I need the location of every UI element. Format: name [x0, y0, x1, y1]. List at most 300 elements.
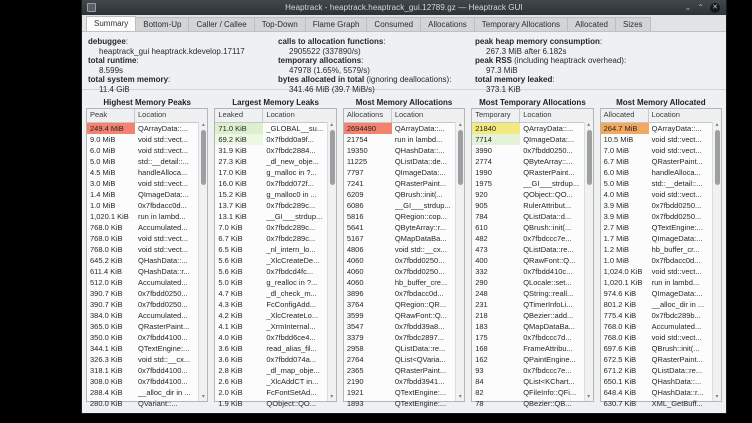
- cell-location[interactable]: 0x7fbdccc7e...: [523, 234, 572, 243]
- cell-value[interactable]: 2.8 KiB: [218, 366, 243, 375]
- tab-top-down[interactable]: Top-Down: [254, 17, 306, 31]
- cell-location[interactable]: QTextEngine:...: [651, 223, 703, 232]
- cell-value[interactable]: 2365: [346, 366, 364, 375]
- cell-value[interactable]: 7797: [346, 168, 364, 177]
- cell-value[interactable]: 168: [475, 344, 488, 353]
- table-row[interactable]: [472, 244, 583, 255]
- cell-location[interactable]: QRasterPaint...: [651, 157, 703, 166]
- column-header-value[interactable]: Peak: [87, 109, 135, 122]
- cell-value[interactable]: 648.4 KiB: [603, 388, 637, 397]
- cell-value[interactable]: 6.0 MiB: [90, 146, 116, 155]
- table-row[interactable]: [215, 266, 326, 277]
- vertical-scrollbar[interactable]: [198, 122, 207, 401]
- cell-location[interactable]: __alloc_dir in ...: [651, 300, 705, 309]
- tab-sizes[interactable]: Sizes: [615, 17, 651, 31]
- cell-value[interactable]: 5.6 KiB: [218, 267, 243, 276]
- cell-value[interactable]: 2.7 MiB: [603, 223, 630, 232]
- table-row[interactable]: [215, 244, 326, 255]
- cell-location[interactable]: QListData::de...: [394, 157, 447, 166]
- cell-location[interactable]: void std::vect...: [651, 190, 702, 199]
- cell-value[interactable]: 78: [475, 399, 484, 408]
- table-row[interactable]: [601, 244, 712, 255]
- cell-value[interactable]: 768.0 KiB: [603, 333, 637, 342]
- table-row[interactable]: [601, 200, 712, 211]
- table-row[interactable]: [344, 398, 455, 409]
- cell-location[interactable]: 0x7fbdc2884...: [266, 146, 316, 155]
- cell-location[interactable]: QImageData:...: [651, 289, 703, 298]
- cell-value[interactable]: 4060: [346, 267, 364, 276]
- cell-location[interactable]: _dl_check_m...: [266, 289, 317, 298]
- scrollbar-thumb[interactable]: [715, 130, 720, 185]
- table-row[interactable]: [87, 343, 198, 354]
- cell-location[interactable]: QTextEngine:...: [394, 388, 447, 397]
- table-row[interactable]: [344, 277, 455, 288]
- cell-value[interactable]: 4.2 KiB: [218, 311, 243, 320]
- cell-value[interactable]: 69.2 KiB: [215, 134, 263, 145]
- table-row[interactable]: [601, 343, 712, 354]
- table-row[interactable]: [472, 178, 583, 189]
- cell-location[interactable]: FcConfigAdd...: [266, 300, 317, 309]
- cell-location[interactable]: 0x7fbdd0250...: [394, 267, 445, 276]
- table-row[interactable]: [472, 123, 583, 134]
- cell-location[interactable]: _GLOBAL__su...: [266, 124, 324, 133]
- cell-location[interactable]: RulerAttribut...: [523, 201, 572, 210]
- cell-location[interactable]: QBezier::QB...: [523, 399, 572, 408]
- cell-value[interactable]: 390.7 KiB: [90, 300, 123, 309]
- cell-location[interactable]: void std::vect...: [651, 146, 702, 155]
- table-row[interactable]: [215, 321, 326, 332]
- table-row[interactable]: [344, 387, 455, 398]
- column-header-value[interactable]: Allocated: [601, 109, 649, 122]
- cell-location[interactable]: Accumulated...: [138, 278, 188, 287]
- table-row[interactable]: [472, 145, 583, 156]
- table-row[interactable]: [87, 222, 198, 233]
- table-row[interactable]: [344, 233, 455, 244]
- cell-location[interactable]: 0x7fbdc289b...: [651, 311, 701, 320]
- cell-location[interactable]: run in lambd...: [651, 278, 700, 287]
- column-header-value[interactable]: Temporary: [472, 109, 520, 122]
- table-row[interactable]: [601, 123, 712, 134]
- vertical-scrollbar[interactable]: [584, 122, 593, 401]
- table-row[interactable]: [344, 310, 455, 321]
- cell-value[interactable]: 3.6 KiB: [218, 344, 243, 353]
- cell-value[interactable]: 400: [475, 256, 488, 265]
- cell-value[interactable]: 218: [475, 311, 488, 320]
- cell-value[interactable]: 175: [475, 333, 488, 342]
- cell-value[interactable]: 1.0 MiB: [90, 201, 116, 210]
- table-row[interactable]: [87, 233, 198, 244]
- cell-value[interactable]: 4.1 KiB: [218, 322, 243, 331]
- scroll-down-icon[interactable]: ▾: [587, 394, 591, 400]
- cell-location[interactable]: void std::__cx...: [138, 355, 191, 364]
- cell-location[interactable]: 0x7fbdd0250...: [523, 146, 573, 155]
- cell-value[interactable]: 611.4 KiB: [90, 267, 122, 276]
- cell-value[interactable]: 784: [475, 212, 488, 221]
- table-row[interactable]: [601, 167, 712, 178]
- cell-value[interactable]: 3.6 KiB: [218, 355, 243, 364]
- cell-value[interactable]: 512.0 KiB: [90, 278, 123, 287]
- cell-value[interactable]: 19350: [346, 146, 368, 155]
- cell-location[interactable]: QTimerInfoLi...: [523, 300, 573, 309]
- cell-value[interactable]: 71.0 KiB: [215, 123, 263, 134]
- cell-location[interactable]: 0x7fbdccc7e...: [523, 366, 572, 375]
- cell-value[interactable]: 162: [475, 355, 488, 364]
- title-bar[interactable]: [82, 0, 726, 15]
- cell-value[interactable]: 1921: [346, 388, 364, 397]
- cell-location[interactable]: g_realloc in ?...: [266, 278, 318, 287]
- cell-value[interactable]: 16.0 KiB: [218, 179, 247, 188]
- vertical-scrollbar[interactable]: [455, 122, 464, 401]
- cell-location[interactable]: QHashData::r...: [138, 267, 190, 276]
- table-row[interactable]: [87, 200, 198, 211]
- column-header-value[interactable]: Leaked: [215, 109, 263, 122]
- table-row[interactable]: [87, 310, 198, 321]
- cell-location[interactable]: QRasterPaint...: [138, 322, 190, 331]
- table-row[interactable]: [87, 332, 198, 343]
- column-header-location[interactable]: Location: [138, 110, 167, 119]
- scroll-up-icon[interactable]: ▴: [330, 122, 334, 128]
- cell-value[interactable]: 231: [475, 300, 488, 309]
- table-row[interactable]: [344, 332, 455, 343]
- cell-value[interactable]: 1893: [346, 399, 364, 408]
- table-row[interactable]: [344, 255, 455, 266]
- table-row[interactable]: [215, 398, 326, 409]
- cell-location[interactable]: __GI___strdup...: [266, 212, 323, 221]
- table-row[interactable]: [215, 233, 326, 244]
- cell-value[interactable]: 21754: [346, 135, 368, 144]
- cell-location[interactable]: QList<KChart...: [523, 377, 575, 386]
- cell-value[interactable]: 1.4 MiB: [90, 190, 116, 199]
- cell-value[interactable]: 672.5 KiB: [603, 355, 637, 364]
- column-header-value[interactable]: Allocations: [344, 109, 392, 122]
- cell-value[interactable]: 768.0 KiB: [90, 223, 123, 232]
- table-row[interactable]: [344, 189, 455, 200]
- table-row[interactable]: [601, 321, 712, 332]
- cell-value[interactable]: 10.5 MiB: [603, 135, 634, 144]
- cell-value[interactable]: 801.2 KiB: [603, 300, 637, 309]
- cell-value[interactable]: 15.2 KiB: [218, 190, 247, 199]
- cell-location[interactable]: QRawFont::Q...: [523, 256, 576, 265]
- cell-location[interactable]: 0x7fbdacc0d...: [651, 256, 701, 265]
- cell-value[interactable]: 2694490: [344, 123, 392, 134]
- table-row[interactable]: [215, 211, 326, 222]
- table-row[interactable]: [344, 123, 455, 134]
- cell-value[interactable]: 4.7 KiB: [218, 289, 243, 298]
- cell-location[interactable]: QArrayData::...: [651, 124, 702, 133]
- cell-location[interactable]: QHashData::...: [394, 146, 445, 155]
- cell-value[interactable]: 2774: [475, 157, 492, 166]
- table-row[interactable]: [344, 376, 455, 387]
- cell-value[interactable]: 2.6 KiB: [218, 377, 243, 386]
- cell-location[interactable]: QObject::QO...: [266, 399, 317, 408]
- cell-location[interactable]: 0x7fbdc289c...: [266, 223, 316, 232]
- cell-value[interactable]: 645.2 KiB: [90, 256, 123, 265]
- cell-value[interactable]: 6.7 KiB: [218, 234, 243, 243]
- cell-value[interactable]: 6.7 MiB: [603, 157, 630, 166]
- table-row[interactable]: [601, 277, 712, 288]
- cell-location[interactable]: QBrush::init(...: [394, 190, 443, 199]
- cell-value[interactable]: 3379: [346, 333, 364, 342]
- cell-value[interactable]: 768.0 KiB: [603, 322, 637, 331]
- table-row[interactable]: [87, 376, 198, 387]
- cell-location[interactable]: 0x7fbdd0250...: [394, 256, 445, 265]
- cell-value[interactable]: 13.1 KiB: [218, 212, 247, 221]
- table-row[interactable]: [472, 376, 583, 387]
- cell-location[interactable]: 0x7fbdd0a9f...: [266, 135, 314, 144]
- table-row[interactable]: [344, 145, 455, 156]
- cell-value[interactable]: 671.2 KiB: [603, 366, 637, 375]
- cell-location[interactable]: QListData::re...: [523, 245, 574, 254]
- tab-flame-graph[interactable]: Flame Graph: [305, 17, 368, 31]
- cell-location[interactable]: QListData::d...: [523, 212, 572, 221]
- table-row[interactable]: [87, 156, 198, 167]
- cell-location[interactable]: void std::vect...: [138, 245, 189, 254]
- cell-value[interactable]: 5.0 MiB: [603, 179, 630, 188]
- cell-location[interactable]: handleAlloca...: [651, 168, 701, 177]
- table-row[interactable]: [215, 156, 326, 167]
- close-icon[interactable]: ✕: [710, 3, 720, 13]
- table-row[interactable]: [344, 211, 455, 222]
- cell-value[interactable]: 9.0 MiB: [90, 135, 116, 144]
- scroll-up-icon[interactable]: ▴: [458, 122, 462, 128]
- cell-location[interactable]: QRasterPaint...: [394, 179, 447, 188]
- cell-location[interactable]: run in lambd...: [394, 135, 443, 144]
- table-row[interactable]: [215, 332, 326, 343]
- table-row[interactable]: [472, 343, 583, 354]
- cell-value[interactable]: 5.0 MiB: [90, 157, 116, 166]
- cell-location[interactable]: XML_GetBuff...: [651, 399, 703, 408]
- table-row[interactable]: [472, 200, 583, 211]
- table-row[interactable]: [601, 365, 712, 376]
- table-row[interactable]: [601, 178, 712, 189]
- cell-value[interactable]: 610: [475, 223, 488, 232]
- cell-location[interactable]: 0x7fbdd0250...: [138, 300, 188, 309]
- cell-value[interactable]: 344.1 KiB: [90, 344, 123, 353]
- cell-location[interactable]: void std::vect...: [651, 333, 702, 342]
- table-row[interactable]: [472, 156, 583, 167]
- table-row[interactable]: [215, 167, 326, 178]
- cell-location[interactable]: FcFontSetAd...: [266, 388, 317, 397]
- cell-value[interactable]: 280.0 KiB: [90, 399, 123, 408]
- column-header-location[interactable]: Location: [394, 110, 424, 119]
- cell-location[interactable]: QMapDataBa...: [394, 234, 447, 243]
- cell-location[interactable]: _XrmInternal...: [266, 322, 316, 331]
- cell-value[interactable]: 2958: [346, 344, 364, 353]
- cell-value[interactable]: 288.4 KiB: [90, 388, 123, 397]
- cell-location[interactable]: 0x7fbdd072f...: [266, 179, 314, 188]
- table-row[interactable]: [472, 277, 583, 288]
- cell-location[interactable]: _XlcCreateLo...: [266, 311, 319, 320]
- table-row[interactable]: [472, 299, 583, 310]
- table-row[interactable]: [472, 134, 583, 145]
- cell-value[interactable]: 482: [475, 234, 488, 243]
- cell-value[interactable]: 3547: [346, 322, 364, 331]
- cell-value[interactable]: 7241: [346, 179, 364, 188]
- cell-location[interactable]: 0x7fbdd6ce4...: [266, 333, 316, 342]
- scroll-down-icon[interactable]: ▾: [201, 394, 205, 400]
- table-row[interactable]: [344, 244, 455, 255]
- cell-location[interactable]: 0x7fbdcd4fc...: [266, 267, 314, 276]
- cell-value[interactable]: 4060: [346, 256, 364, 265]
- table-row[interactable]: [87, 321, 198, 332]
- cell-value[interactable]: 3.9 MiB: [603, 201, 630, 210]
- table-row[interactable]: [472, 365, 583, 376]
- cell-value[interactable]: 2.0 KiB: [218, 388, 243, 397]
- table-row[interactable]: [215, 310, 326, 321]
- cell-value[interactable]: 21840: [472, 123, 520, 134]
- cell-value[interactable]: 31.9 KiB: [218, 146, 247, 155]
- table-row[interactable]: [215, 387, 326, 398]
- table-row[interactable]: [215, 376, 326, 387]
- cell-location[interactable]: _dl_map_obje...: [266, 366, 320, 375]
- cell-value[interactable]: 2190: [346, 377, 364, 386]
- table-row[interactable]: [344, 365, 455, 376]
- cell-value[interactable]: 332: [475, 267, 488, 276]
- cell-value[interactable]: 768.0 KiB: [90, 234, 123, 243]
- table-row[interactable]: [601, 233, 712, 244]
- cell-value[interactable]: 630.7 KiB: [603, 399, 637, 408]
- table-row[interactable]: [215, 189, 326, 200]
- cell-location[interactable]: QHashData::...: [651, 377, 702, 386]
- cell-location[interactable]: 0x7fbdd0250...: [138, 289, 188, 298]
- scrollbar-thumb[interactable]: [330, 130, 335, 185]
- cell-location[interactable]: read_alias_fil...: [266, 344, 317, 353]
- table-row[interactable]: [472, 211, 583, 222]
- table-row[interactable]: [601, 288, 712, 299]
- cell-location[interactable]: QList<QVaria...: [394, 355, 446, 364]
- cell-location[interactable]: QArrayData::...: [394, 124, 445, 133]
- cell-location[interactable]: QImageData:...: [651, 234, 703, 243]
- table-row[interactable]: [215, 222, 326, 233]
- cell-location[interactable]: 0x7fbdd39a8...: [394, 322, 445, 331]
- cell-value[interactable]: 84: [475, 377, 484, 386]
- cell-value[interactable]: 17.0 KiB: [218, 168, 247, 177]
- cell-value[interactable]: 7.0 KiB: [218, 223, 243, 232]
- cell-value[interactable]: 1,020.1 KiB: [603, 278, 643, 287]
- table-row[interactable]: [472, 310, 583, 321]
- cell-location[interactable]: hb_buffer_cr...: [651, 245, 700, 254]
- cell-location[interactable]: QByteArray::...: [523, 157, 573, 166]
- cell-location[interactable]: 0x7fbdc289c...: [266, 201, 316, 210]
- scroll-up-icon[interactable]: ▴: [201, 122, 205, 128]
- cell-location[interactable]: QPaintEngine...: [523, 355, 576, 364]
- cell-location[interactable]: Accumulated...: [651, 322, 702, 331]
- cell-value[interactable]: 775.4 KiB: [603, 311, 637, 320]
- tab-consumed[interactable]: Consumed: [366, 17, 421, 31]
- cell-location[interactable]: QListData::re...: [651, 366, 703, 375]
- cell-location[interactable]: QRegion::QR...: [394, 300, 447, 309]
- cell-value[interactable]: 248: [475, 289, 488, 298]
- table-row[interactable]: [87, 299, 198, 310]
- table-row[interactable]: [472, 354, 583, 365]
- table-row[interactable]: [87, 354, 198, 365]
- table-row[interactable]: [344, 354, 455, 365]
- scrollbar-thumb[interactable]: [201, 130, 206, 185]
- cell-value[interactable]: 249.4 MiB: [87, 123, 135, 134]
- table-row[interactable]: [87, 244, 198, 255]
- cell-value[interactable]: 7714: [472, 134, 520, 145]
- cell-value[interactable]: 1.7 MiB: [603, 234, 630, 243]
- cell-value[interactable]: 3.0 MiB: [90, 179, 116, 188]
- table-row[interactable]: [215, 134, 326, 145]
- cell-value[interactable]: 4.0 KiB: [218, 333, 243, 342]
- table-row[interactable]: [215, 123, 326, 134]
- cell-value[interactable]: 3764: [346, 300, 364, 309]
- table-row[interactable]: [87, 211, 198, 222]
- cell-location[interactable]: QImageData:...: [523, 135, 575, 144]
- cell-location[interactable]: QObject::QO...: [523, 190, 573, 199]
- cell-location[interactable]: void std::vect...: [651, 135, 702, 144]
- table-row[interactable]: [215, 288, 326, 299]
- table-row[interactable]: [601, 376, 712, 387]
- table-row[interactable]: [87, 145, 198, 156]
- cell-value[interactable]: 4.3 KiB: [218, 300, 243, 309]
- cell-location[interactable]: QBrush::init(...: [523, 223, 572, 232]
- table-row[interactable]: [87, 134, 198, 145]
- cell-value[interactable]: 4.5 MiB: [90, 168, 116, 177]
- table-row[interactable]: [472, 266, 583, 277]
- cell-value[interactable]: 920: [475, 190, 488, 199]
- cell-value[interactable]: 3599: [346, 311, 364, 320]
- cell-location[interactable]: QHashData::r...: [651, 388, 704, 397]
- table-row[interactable]: [601, 145, 712, 156]
- cell-value[interactable]: 3896: [346, 289, 364, 298]
- table-row[interactable]: [215, 299, 326, 310]
- cell-location[interactable]: QArrayData::...: [523, 124, 574, 133]
- cell-value[interactable]: 6.0 MiB: [603, 168, 630, 177]
- cell-location[interactable]: 0x7fbdd3941...: [394, 377, 445, 386]
- column-header-location[interactable]: Location: [651, 110, 680, 119]
- cell-value[interactable]: 768.0 KiB: [90, 245, 123, 254]
- table-row[interactable]: [601, 299, 712, 310]
- cell-location[interactable]: 0x7fbdd0250...: [651, 212, 702, 221]
- cell-location[interactable]: QTextEngine:...: [138, 344, 190, 353]
- table-row[interactable]: [601, 255, 712, 266]
- cell-value[interactable]: 905: [475, 201, 488, 210]
- cell-value[interactable]: 13.7 KiB: [218, 201, 247, 210]
- table-row[interactable]: [215, 277, 326, 288]
- scroll-down-icon[interactable]: ▾: [330, 394, 334, 400]
- table-row[interactable]: [215, 354, 326, 365]
- cell-value[interactable]: 650.1 KiB: [603, 377, 637, 386]
- cell-location[interactable]: void std::vect...: [138, 179, 189, 188]
- cell-value[interactable]: 82: [475, 388, 484, 397]
- cell-value[interactable]: 1.2 MiB: [603, 245, 630, 254]
- table-row[interactable]: [87, 387, 198, 398]
- vertical-scrollbar[interactable]: [327, 122, 336, 401]
- cell-value[interactable]: 290: [475, 278, 488, 287]
- cell-location[interactable]: QBrush::init(...: [651, 344, 700, 353]
- cell-value[interactable]: 7.0 MiB: [603, 146, 630, 155]
- table-row[interactable]: [344, 200, 455, 211]
- cell-location[interactable]: QVariant::...: [138, 399, 178, 408]
- cell-value[interactable]: 2764: [346, 355, 364, 364]
- table-row[interactable]: [344, 167, 455, 178]
- minimize-icon[interactable]: ⌄: [684, 3, 692, 12]
- table-row[interactable]: [344, 321, 455, 332]
- table-row[interactable]: [87, 266, 198, 277]
- cell-location[interactable]: void std::vect...: [138, 146, 189, 155]
- cell-value[interactable]: 11225: [346, 157, 368, 166]
- cell-value[interactable]: 5.0 KiB: [218, 278, 243, 287]
- cell-location[interactable]: run in lambd...: [138, 212, 186, 221]
- cell-value[interactable]: 1,024.0 KiB: [603, 267, 643, 276]
- cell-location[interactable]: 0x7fbdd4100...: [138, 377, 188, 386]
- cell-location[interactable]: QRasterPaint...: [523, 168, 575, 177]
- tab-temporary-allocations[interactable]: Temporary Allocations: [474, 17, 568, 31]
- table-row[interactable]: [601, 222, 712, 233]
- cell-location[interactable]: 0x7fbdccc7d...: [523, 333, 572, 342]
